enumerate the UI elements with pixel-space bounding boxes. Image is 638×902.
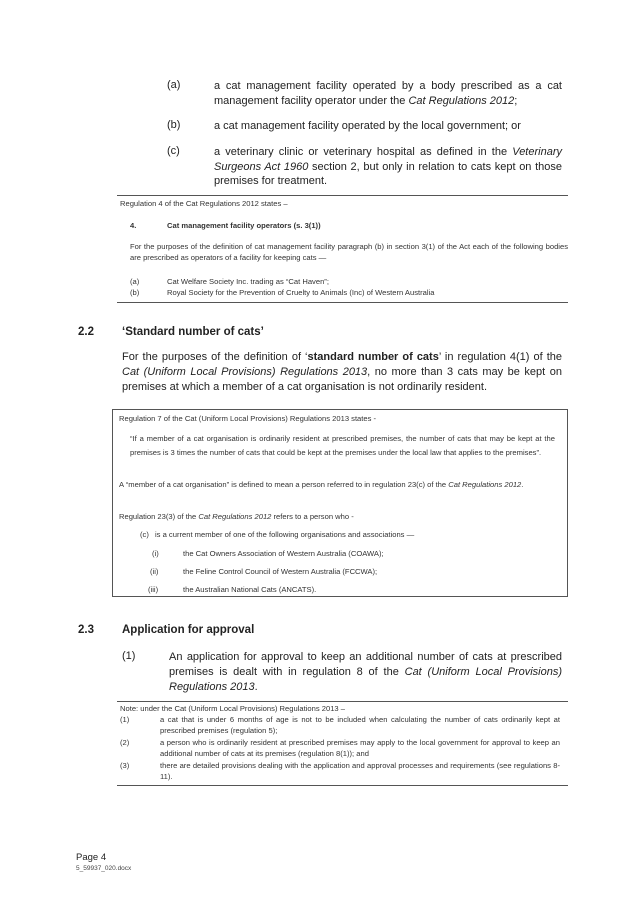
note-label-2: (2) <box>120 738 130 747</box>
section-number-2-3: 2.3 <box>78 624 94 636</box>
reg4-item-a: Cat Welfare Society Inc. trading as “Cat Haven”; <box>167 277 329 286</box>
box1-label-ii: (ii) <box>150 567 159 576</box>
file-name: 5_59937_020.docx <box>76 865 132 872</box>
box1-member-definition: A “member of a cat organisation” is defined to mean a person referred to in regulation 23(c) of the Cat Regulations 2012. <box>119 480 524 489</box>
note-item-2: a person who is ordinarily resident at prescribed premises may apply to the local government for approval to keep an additional number of cats at its premises (regulation 8(1)); and <box>160 738 560 758</box>
section-number-2-2: 2.2 <box>78 326 94 338</box>
note-item-3: there are detailed provisions dealing with the application and approval processes and requirements (see regulations 8-11). <box>160 761 560 781</box>
box1-c-label: (c) <box>140 530 149 539</box>
box1-line3: Regulation 23(3) of the Cat Regulations 2012 refers to a person who - <box>119 512 354 521</box>
section-2-2-paragraph: For the purposes of the definition of ‘standard number of cats’ in regulation 4(1) of the Cat (Uniform Local Provisions) Regulations 2013, no more than 3 cats may be kept on premises at which a member of a cat organisation is not ordinarily resident. <box>122 351 563 393</box>
note-top-rule <box>117 701 568 702</box>
list-item-a: a cat management facility operated by a body prescribed as a cat management facility operator under the Cat Regulations 2012; <box>214 80 562 107</box>
reg4-intro: Regulation 4 of the Cat Regulations 2012 states – <box>120 199 288 208</box>
list-item-b: a cat management facility operated by the local government; or <box>214 120 521 132</box>
reg4-item-b: Royal Society for the Prevention of Cruelty to Animals (Inc) of Western Australia <box>167 288 435 297</box>
section-title-2-2: ‘Standard number of cats’ <box>122 326 264 338</box>
list-label-c: (c) <box>167 145 180 157</box>
box1-item-iii: the Australian National Cats (ANCATS). <box>183 585 317 594</box>
box1-quote: “If a member of a cat organisation is ordinarily resident at prescribed premises, the number of cats that may be kept at the premises is 3 times the number of cats that could be kept at the premises under the local law that applies to the premises”. <box>130 434 555 457</box>
page-number: Page 4 <box>76 852 107 863</box>
box1-item-i: the Cat Owners Association of Western Australia (COAWA); <box>183 549 384 558</box>
note-label-1: (1) <box>120 715 130 724</box>
box1-item-ii: the Feline Control Council of Western Australia (FCCWA); <box>183 567 378 576</box>
reg4-top-rule <box>117 195 568 196</box>
list-label-a: (a) <box>167 79 181 91</box>
reg4-number: 4. <box>130 221 137 230</box>
reg4-label-b: (b) <box>130 288 140 297</box>
section-2-3-item: An application for approval to keep an additional number of cats at prescribed premises is dealt with in regulation 8 of the Cat (Uniform Local Provisions) Regulations 2013. <box>169 651 563 693</box>
section-title-2-3: Application for approval <box>122 624 255 636</box>
reg4-heading: Cat management facility operators (s. 3(1)) <box>167 221 321 230</box>
list-item-c: a veterinary clinic or veterinary hospital as defined in the Veterinary Surgeons Act 1960 section 2, but only in relation to cats kept on those premises for treatment. <box>214 146 562 187</box>
note-bottom-rule <box>117 785 568 786</box>
reg4-paragraph: For the purposes of the definition of cat management facility paragraph (b) in section 3(1) of the Act each of the following bodies are prescribed as operators of a facility for keeping cats — <box>130 242 568 262</box>
reg4-bottom-rule <box>117 302 568 303</box>
note-item-1: a cat that is under 6 months of age is not to be included when calculating the number of cats ordinarily kept at prescribed premises (regulation 5); <box>160 715 560 735</box>
note-heading: Note: under the Cat (Uniform Local Provisions) Regulations 2013 – <box>120 704 345 713</box>
section-2-3-item-label: (1) <box>122 650 136 662</box>
box1-c-text: is a current member of one of the following organisations and associations — <box>155 530 415 539</box>
box1-label-iii: (iii) <box>148 585 159 594</box>
note-label-3: (3) <box>120 761 130 770</box>
list-label-b: (b) <box>167 119 181 131</box>
reg4-label-a: (a) <box>130 277 140 286</box>
box1-label-i: (i) <box>152 549 159 558</box>
box1-line1: Regulation 7 of the Cat (Uniform Local Provisions) Regulations 2013 states - <box>119 414 377 423</box>
